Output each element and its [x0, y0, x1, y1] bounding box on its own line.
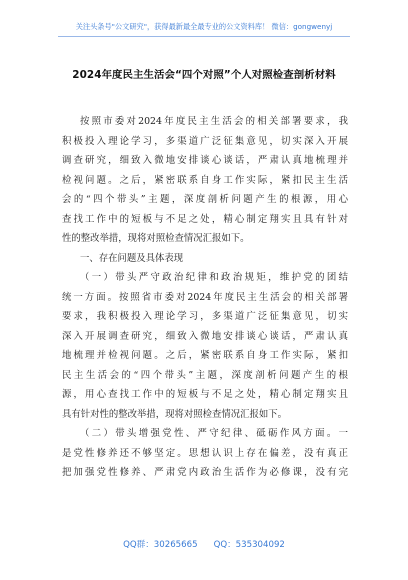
footer-qq-group: QQ群：30265665 [123, 540, 198, 550]
paragraph-line: 会的“四个带头”主题，深度剖析问题产生的根源，用心 [62, 194, 348, 205]
header-divider [58, 36, 350, 37]
section-heading: 一、存在问题及具体表现 [80, 252, 184, 264]
footer-contact [0, 538, 408, 550]
paragraph-line: 把加强党性修养、严肃党内政治生活作为必修课，没有完 [62, 467, 348, 478]
paragraph-line: 积极投入理论学习，多渠道广泛征集意见，切实深入开展 [62, 135, 348, 147]
paragraph-line: 按照市委对2024年度民主生活会的相关部署要求，我 [80, 116, 348, 127]
paragraph-line: 查找工作中的短板与不足之处，精心制定翔实且具有针对 [62, 213, 348, 225]
paragraph-line: （一）带头严守政治纪律和政治规矩，维护党的团结 [80, 272, 348, 283]
document-title: 2024年度民主生活会“四个对照”个人对照检查剖析材料 [72, 69, 336, 81]
paragraph-line: 检视问题。之后，紧密联系自身工作实际，紧扣民主生活 [62, 174, 348, 186]
paragraph-line: 调查研究，细致入微地安排谈心谈话，严肃认真地梳理并 [62, 155, 348, 166]
document-body [62, 112, 348, 483]
footer-qq: QQ：535304092 [213, 540, 285, 550]
paragraph-line: 是党性修养还不够坚定。思想认识上存在偏差，没有真正 [62, 447, 348, 459]
paragraph-line: 民主生活会的“四个带头”主题，深度剖析问题产生的根 [62, 369, 348, 381]
header-banner: 关注头条号"公文研究"，获得最新最全最专业的公文资料库！ 微信：gongwenyj [75, 22, 333, 31]
paragraph-line: 地梳理并检视问题。之后，紧密联系自身工作实际，紧扣 [62, 350, 348, 361]
paragraph-line: 源，用心查找工作中的短板与不足之处，精心制定翔实且 [62, 389, 348, 400]
paragraph-line: 具有针对性的整改举措，现将对照检查情况汇报如下。 [62, 408, 288, 420]
paragraph-line: 统一方面。按照省市委对2024年度民主生活会的相关部署 [62, 291, 348, 303]
paragraph-line: 深入开展调查研究，细致入微地安排谈心谈话，严肃认真 [62, 330, 348, 342]
paragraph-line: （二）带头增强党性、严守纪律、砥砺作风方面。一 [80, 428, 348, 439]
paragraph-line: 性的整改举措，现将对照检查情况汇报如下。 [62, 233, 250, 244]
paragraph-line: 要求，我积极投入理论学习，多渠道广泛征集意见，切实 [62, 311, 348, 322]
